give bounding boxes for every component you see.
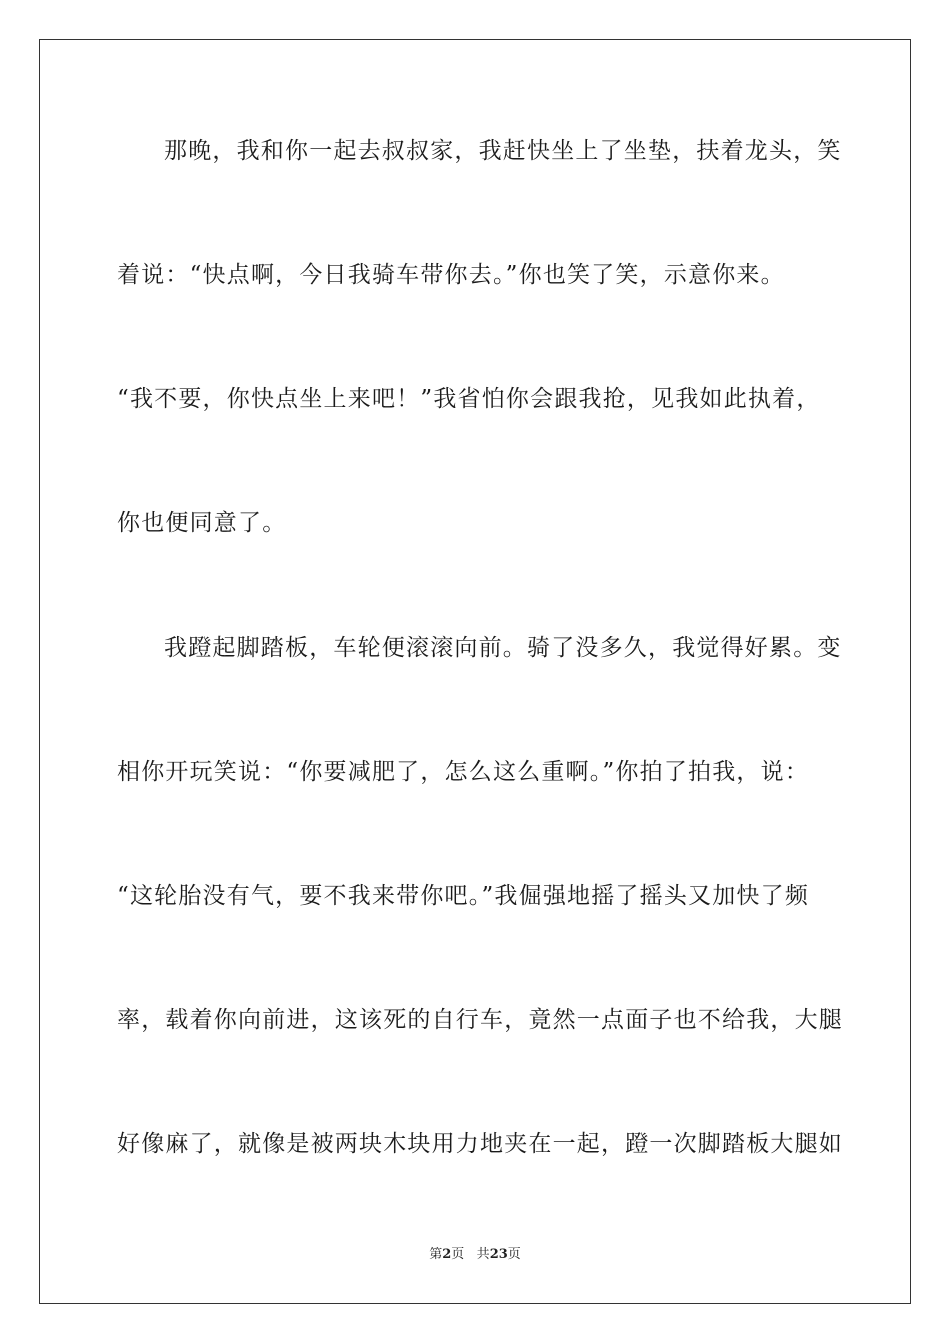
total-prefix: 共 [476, 1247, 490, 1262]
page-footer [0, 1246, 950, 1264]
page-border [39, 39, 911, 1304]
page-number: 2 [442, 1247, 452, 1262]
paragraph-2-line-1: 我蹬起脚踏板，车轮便滚滚向前。骑了没多久，我觉得好累。变 [164, 635, 842, 661]
total-suffix: 页 [507, 1247, 521, 1262]
paragraph-1-line-1: 那晚，我和你一起去叔叔家，我赶快坐上了坐垫，扶着龙头，笑 [164, 138, 842, 164]
paragraph-1-line-4: 你也便同意了。 [117, 510, 287, 536]
paragraph-2-line-2: 相你开玩笑说：“你要减肥了，怎么这么重啊。”你拍了拍我，说： [117, 759, 810, 785]
paragraph-2-line-3: “这轮胎没有气，要不我来带你吧。”我倔强地摇了摇头又加快了频 [117, 883, 810, 909]
paragraph-2-line-5: 好像麻了，就像是被两块木块用力地夹在一起，蹬一次脚踏板大腿如 [117, 1131, 843, 1157]
page-prefix: 第 [429, 1247, 443, 1262]
total-pages: 23 [489, 1247, 508, 1262]
paragraph-1-line-3: “我不要，你快点坐上来吧！”我省怕你会跟我抢，见我如此执着， [117, 386, 821, 412]
paragraph-1-line-2: 着说：“快点啊，今日我骑车带你去。”你也笑了笑，示意你来。 [117, 262, 785, 288]
page-suffix: 页 [451, 1247, 465, 1262]
paragraph-2-line-4: 率，载着你向前进，这该死的自行车，竟然一点面子也不给我，大腿 [117, 1007, 843, 1033]
